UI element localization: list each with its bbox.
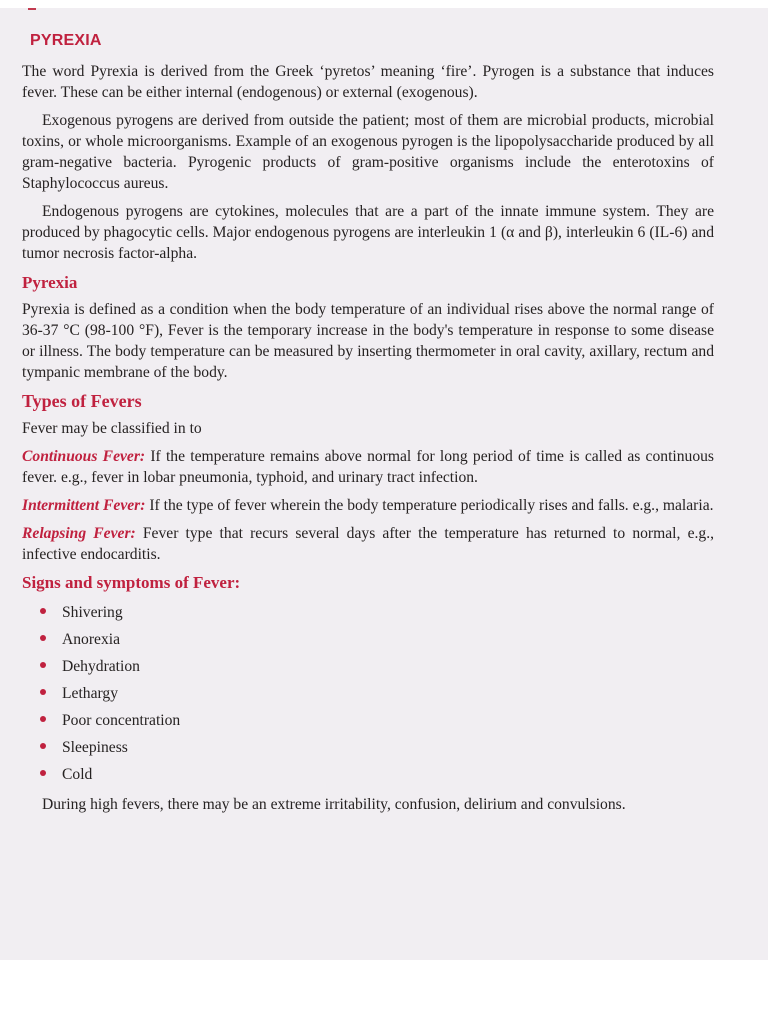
bullet-icon [40,743,46,749]
bullet-icon [40,770,46,776]
bullet-icon [40,608,46,614]
bullet-icon [40,635,46,641]
list-item [36,653,714,680]
sign-label: Shivering [62,604,123,621]
types-intro: Fever may be classified in to [22,420,202,437]
bullet-icon [40,689,46,695]
list-item [36,761,714,788]
page-content [22,30,714,822]
bullet-icon [40,716,46,722]
fever-type-name: Intermittent Fever: [22,497,146,514]
sign-label: Sleepiness [62,739,128,756]
types-heading: Types of Fevers [22,391,142,411]
fever-type-intermittent [22,495,714,516]
sign-label: Cold [62,766,93,783]
document-page [0,8,768,960]
fever-type-name: Relapsing Fever: [22,525,136,542]
fever-type-text: If the type of fever wherein the body temperature periodically rises and falls. e.g., malaria. [145,497,714,514]
page-corner-mark [28,8,36,10]
intro-paragraph-3: Endogenous pyrogens are cytokines, molecules that are a part of the innate immune system. They are produced by phagocytic cells. Major endogenous pyrogens are interleukin 1 (α and β), interleukin 6 (IL-6) and tumor necrosis factor-alpha. [22,203,714,262]
sign-label: Anorexia [62,631,121,648]
list-item [36,599,714,626]
list-item [36,707,714,734]
sign-label: Poor concentration [62,712,181,729]
sign-label: Lethargy [62,685,119,702]
fever-type-text: Fever type that recurs several days after the temperature has returned to normal, e.g., infective endocarditis. [22,525,714,563]
closing-paragraph: During high fevers, there may be an extreme irritability, confusion, delirium and convulsions. [42,796,626,813]
signs-list [22,599,714,788]
fever-type-name: Continuous Fever: [22,448,146,465]
list-item [36,734,714,761]
sign-label: Dehydration [62,658,140,675]
fever-type-relapsing [22,523,714,565]
fever-type-continuous [22,446,714,488]
intro-paragraph-1: The word Pyrexia is derived from the Greek ‘pyretos’ meaning ‘fire’. Pyrogen is a substance that induces fever. These can be either internal (endogenous) or external (exogenous). [22,63,714,101]
pyrexia-heading: Pyrexia [22,273,78,292]
fever-type-text: If the temperature remains above normal for long period of time is called as continuous fever. e.g., fever in lobar pneumonia, typhoid, and urinary tract infection. [22,448,714,486]
signs-heading: Signs and symptoms of Fever: [22,573,241,592]
list-item [36,626,714,653]
intro-paragraph-2: Exogenous pyrogens are derived from outside the patient; most of them are microbial products, microbial toxins, or whole microorganisms. Example of an exogenous pyrogen is the lipopolysaccharide produced by all gram-negative bacteria. Pyrogenic products of gram-positive organisms include the enterotoxins of Staphylococcus aureus. [22,112,714,192]
pyrexia-paragraph: Pyrexia is defined as a condition when the body temperature of an individual rises above the normal range of 36-37 °C (98-100 °F), Fever is the temporary increase in the body's temperature in response to some disease or illness. The body temperature can be measured by inserting thermometer in oral cavity, axillary, rectum and tympanic membrane of the body. [22,301,714,381]
list-item [36,680,714,707]
main-heading: PYREXIA [30,32,102,49]
bullet-icon [40,662,46,668]
